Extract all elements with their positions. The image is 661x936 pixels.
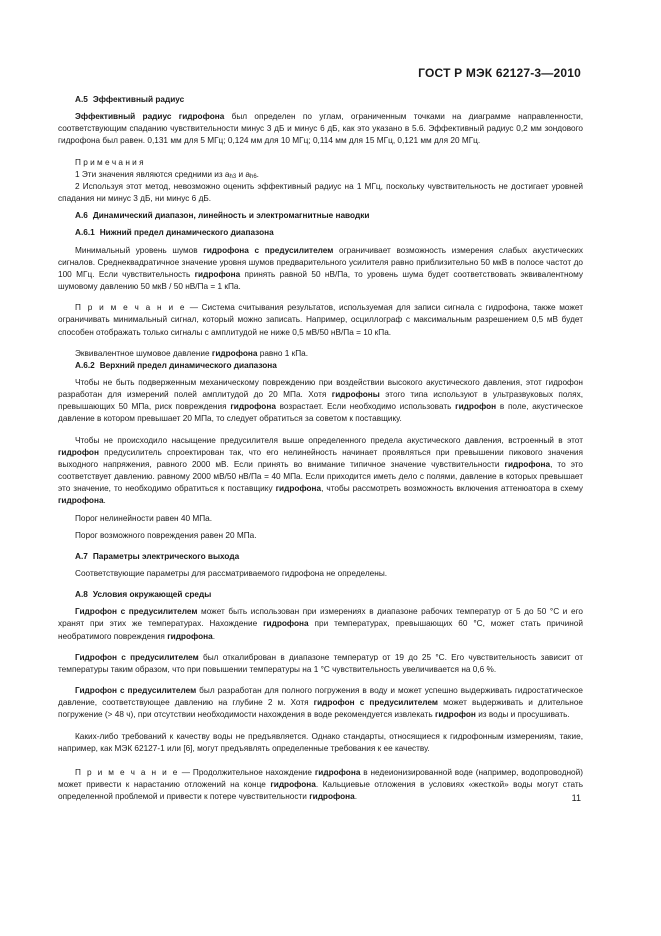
bold-term: гидрофона (194, 269, 241, 279)
section-number: А.7 (75, 551, 88, 561)
bold-term: гидрофон (455, 402, 497, 412)
paragraph-a6-2-2 (58, 435, 583, 508)
text-run: в поле, акустическое давление в котором превышает 20 МПа, то следует обратиться за советом к поставщику. (58, 402, 583, 424)
note-label: П р и м е ч а н и е (75, 303, 187, 313)
section-heading-a5 (58, 94, 583, 106)
text-run: в недеионизированной воде (например, водопроводной) может привести к нарастанию отложений на конце (58, 767, 584, 790)
bold-term: Гидрофон с предусилителем (75, 652, 199, 662)
text-run: Чтобы не происходило насыщение предусилителя выше определенного предела акустического давления, встроенный в этот (75, 435, 583, 445)
bold-term: гидрофоны (331, 390, 380, 400)
notes-heading-a5: П р и м е ч а н и я (75, 157, 144, 167)
note-text: 1 Эти значения являются средними из a (75, 169, 230, 179)
section-title: Эффективный радиус (92, 95, 185, 104)
bold-term: гидрофона (230, 402, 276, 412)
paragraph-a6-1-2 (58, 348, 583, 360)
section-title: Нижний предел динамического диапазона (99, 228, 274, 238)
text-run: может быть использован при измерениях в диапазоне рабочих температур от 5 до 50 °С и его хранят при этих же температурах. Нахождение (58, 607, 583, 629)
bold-term: Эффективный радиус гидрофона (75, 112, 225, 122)
note-a8 (58, 767, 583, 803)
text-run: . (212, 631, 216, 641)
paragraph-a6-2-1 (58, 377, 583, 426)
text-run: был разработан для полного погружения в воду и может успешно выдерживать гидростатическое давление, соответствующее давлению на глубине 2 м. Хотя (58, 686, 584, 708)
note-label: П р и м е ч а н и е (75, 767, 179, 777)
text-run: Эквивалентное шумовое давление (75, 348, 212, 358)
text-run: . (103, 496, 106, 506)
bold-term: гидрофон (434, 710, 476, 720)
subscript: h3 (229, 173, 237, 180)
section-number: А.5 (75, 95, 88, 104)
nonlinearity-threshold: Порог нелинейности равен 40 МПа. (75, 513, 213, 523)
section-heading-a6-1 (58, 227, 583, 239)
damage-threshold: Порог возможного повреждения равен 20 МПа. (75, 530, 257, 540)
text-run: принять равной 50 нВ/Па, то уровень шума будет соответствовать эквивалентному шумовому давлению 50 мкВ / 50 нВ/Па = 1 кПа. (58, 269, 583, 292)
section-title: Верхний предел динамического диапазона (99, 360, 277, 370)
bold-term: гидрофона (211, 348, 258, 358)
bold-term: гидрофона (309, 792, 355, 802)
text-run: может выдерживать и длительное погружение (> 48 ч), при отсутствии необходимости нахождения в воде рекомендуется извлекать (58, 698, 583, 720)
section-heading-a6 (58, 210, 583, 222)
section-title: Условия окружающей среды (92, 590, 212, 600)
bold-term: гидрофона (167, 631, 213, 641)
bold-term: гидрофона (58, 496, 104, 506)
note-a6-1 (58, 302, 583, 338)
text-run: Каких-либо требований к качеству воды не предъявляется. Однако стандарты, относящиеся к гидрофонным измерениям, такие, например, как МЭК 62127-1 или [6], могут предъявлять определенные требования к ее качеству. (58, 731, 583, 753)
section-number: А.6 (75, 211, 88, 221)
page-number: 11 (571, 793, 581, 803)
text-run: — Продолжительное нахождение (178, 767, 315, 777)
section-heading-a8 (58, 589, 583, 601)
paragraph-a8-4 (58, 731, 583, 755)
text-run: . (354, 792, 358, 802)
section-heading-a7 (58, 551, 583, 563)
section-title: Параметры электрического выхода (92, 551, 240, 561)
section-title: Динамический диапазон, линейность и электромагнитные наводки (92, 211, 370, 221)
text-run: из воды и просушивать. (475, 710, 570, 720)
bold-term: Гидрофон с предусилителем (75, 607, 198, 617)
page-body (58, 94, 583, 803)
text-run: равно 1 кПа. (257, 348, 309, 358)
note-a5-2: 2 Используя этот метод, невозможно оценить эффективный радиус на 1 МГц, поскольку чувствительность не достигает уровней спадания ни минус 3 дБ, ни минус 6 дБ. (58, 181, 583, 204)
bold-term: гидрофона (275, 484, 322, 494)
text-run: был определен по углам, ограниченным точками на диаграмме направленности, соответствующим спаданию чувствительности минус 3 дБ и минус 6 дБ, как это указано в 5.6. Эффективный радиус 0,2 мм зондового гидрофона был равен. 0,131 мм для 5 МГц; 0,124 мм для 10 МГц; 0,114 мм для 15 МГц, 0,121 мм для 20 МГц. (58, 112, 583, 146)
note-text: — Система считывания результатов, используемая для записи сигнала с гидрофона, также может ограничивать минимальный сигнал, который можно записать. Например, осциллограф с максимальным разрешением 0,5 мВ будет способен отображать только сигналы с амплитудой не ниже 0,5 мВ/50 нВ/Па = 10 кПа. (58, 303, 583, 337)
text-run: ограничивает возможность измерения слабых акустических сигналов. Среднеквадратичное значение уровня шумов предварительного усилителя равно приблизительно 50 мкВ в полосе частот до 100 МГц. Если чувствительность (58, 245, 583, 279)
section-number: А.8 (75, 590, 88, 600)
bold-term: Гидрофон с предусилителем (75, 686, 197, 696)
bold-term: гидрофона (504, 459, 551, 469)
section-number: А.6.1 (75, 228, 95, 238)
subscript: h6 (249, 173, 257, 180)
bold-term: гидрофона (270, 780, 316, 790)
bold-term: гидрофона (314, 767, 361, 777)
bold-term: гидрофон (58, 447, 99, 457)
text-run: , чтобы рассмотреть возможность включения аттенюатора в схему (321, 484, 583, 494)
bold-term: гидрофона (263, 619, 309, 629)
section-number: А.6.2 (75, 360, 95, 370)
note-a5-1 (58, 169, 583, 181)
text-run: при температурах, превышающих 60 °С, может стать причиной необратимого повреждения (58, 619, 583, 641)
text-run: возрастает. Если необходимо использовать (275, 402, 456, 412)
text-run: был откалиброван в диапазоне температур от 19 до 25 °С. Его чувствительность зависит от температуры таким образом, что при повышении температуры на 1 °С чувствительность увеличивается на 0,6 %. (58, 652, 583, 674)
note-text: . (256, 169, 259, 179)
text-run: Минимальный уровень шумов (75, 245, 204, 255)
paragraph-a8-3 (58, 685, 583, 721)
paragraph-a7-1: Соответствующие параметры для рассматриваемого гидрофона не определены. (75, 569, 388, 578)
section-heading-a6-2 (58, 360, 583, 372)
note-text: и a (236, 169, 250, 179)
paragraph-a6-1-1 (58, 245, 583, 294)
text-run: , то это соответствует давлению. равному 2000 мВ/50 нВ/Па = 40 МПа. Если приходится иметь дело с полями, давление в которых превышает это значение, то необходимо обратиться к поставщику (58, 459, 584, 494)
text-run: Чтобы не быть подверженным механическому повреждению при воздействии высокого акустического давления, этот гидрофон разработан для измерений полей амплитудой до 20 МПа. Хотя (58, 377, 583, 400)
paragraph-a8-2 (58, 652, 583, 676)
paragraph-a5-1 (58, 111, 583, 147)
text-run: этого типа используют в ультразвуковых полях, превышающих 50 МПа, риск повреждения (58, 390, 583, 412)
bold-term: гидрофона с предусилителем (203, 245, 334, 255)
bold-term: гидрофон с предусилителем (313, 698, 439, 708)
text-run: предусилитель спроектирован так, что его нелинейность начинает проявляться при превышении пикового значения выходного напряжения, равного 2000 мВ. Если принять во внимание типичное значение чувствительности (58, 447, 583, 469)
text-run: . Кальциевые отложения в условиях «жесткой» воды могут стать определенной проблемой и привести к потере чувствительности (58, 780, 583, 802)
paragraph-a8-1 (58, 606, 583, 642)
document-header: ГОСТ Р МЭК 62127-3—2010 (418, 66, 581, 80)
